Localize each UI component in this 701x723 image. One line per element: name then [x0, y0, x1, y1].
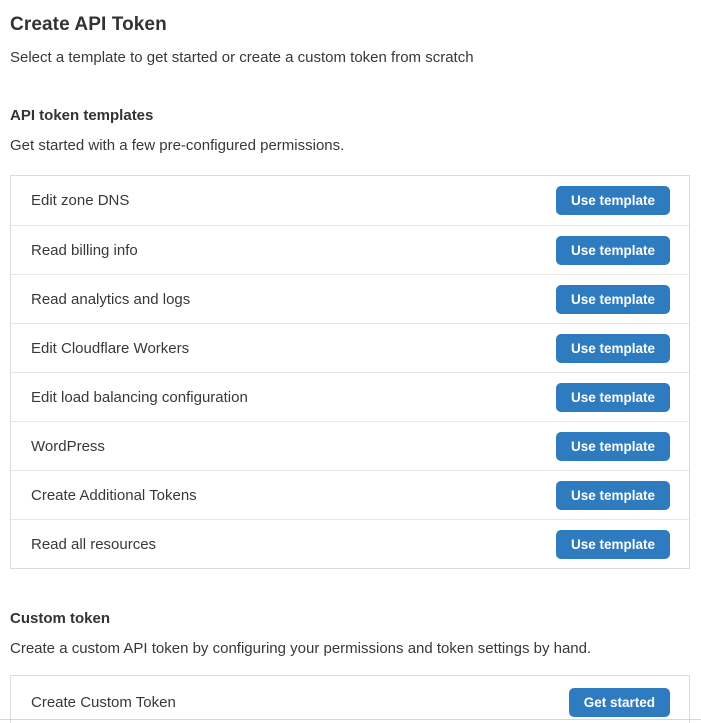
template-row: [11, 470, 689, 519]
use-template-button[interactable]: Use template: [556, 383, 670, 412]
use-template-button[interactable]: Use template: [556, 432, 670, 461]
template-row-label: Read analytics and logs: [31, 290, 191, 308]
template-row-label: Edit load balancing configuration: [31, 388, 248, 406]
template-row: [11, 225, 689, 274]
get-started-button[interactable]: Get started: [569, 688, 670, 717]
templates-section: [10, 107, 690, 569]
template-row-label: Edit Cloudflare Workers: [31, 339, 190, 357]
template-row-label: Read billing info: [31, 241, 138, 259]
use-template-button[interactable]: Use template: [556, 236, 670, 265]
template-row: [11, 519, 689, 568]
use-template-button[interactable]: Use template: [556, 530, 670, 559]
use-template-button[interactable]: Use template: [556, 334, 670, 363]
use-template-button[interactable]: Use template: [556, 285, 670, 314]
template-row: [11, 274, 689, 323]
template-row: [11, 421, 689, 470]
use-template-button[interactable]: Use template: [556, 186, 670, 215]
template-row: [11, 323, 689, 372]
template-row: [11, 176, 689, 225]
custom-token-description: Create a custom API token by configuring your permissions and token settings by hand.: [10, 640, 592, 657]
custom-token-row: [11, 676, 689, 723]
use-template-button[interactable]: Use template: [556, 481, 670, 510]
template-row-label: Create Additional Tokens: [31, 486, 197, 504]
custom-token-heading: Custom token: [10, 610, 111, 627]
templates-description: Get started with a few pre-configured permissions.: [10, 137, 345, 154]
templates-heading: API token templates: [10, 107, 154, 124]
template-row-label: Read all resources: [31, 535, 157, 553]
custom-token-row-label: Create Custom Token: [31, 694, 176, 711]
page-title: Create API Token: [10, 14, 167, 35]
bottom-divider: [0, 719, 701, 720]
templates-table: [10, 175, 690, 569]
custom-token-section: [10, 610, 690, 723]
custom-token-table: [10, 675, 690, 723]
page-subtitle: Select a template to get started or create a custom token from scratch: [10, 49, 474, 66]
template-row-label: Edit zone DNS: [31, 192, 130, 209]
template-row-label: WordPress: [31, 437, 105, 455]
template-row: [11, 372, 689, 421]
